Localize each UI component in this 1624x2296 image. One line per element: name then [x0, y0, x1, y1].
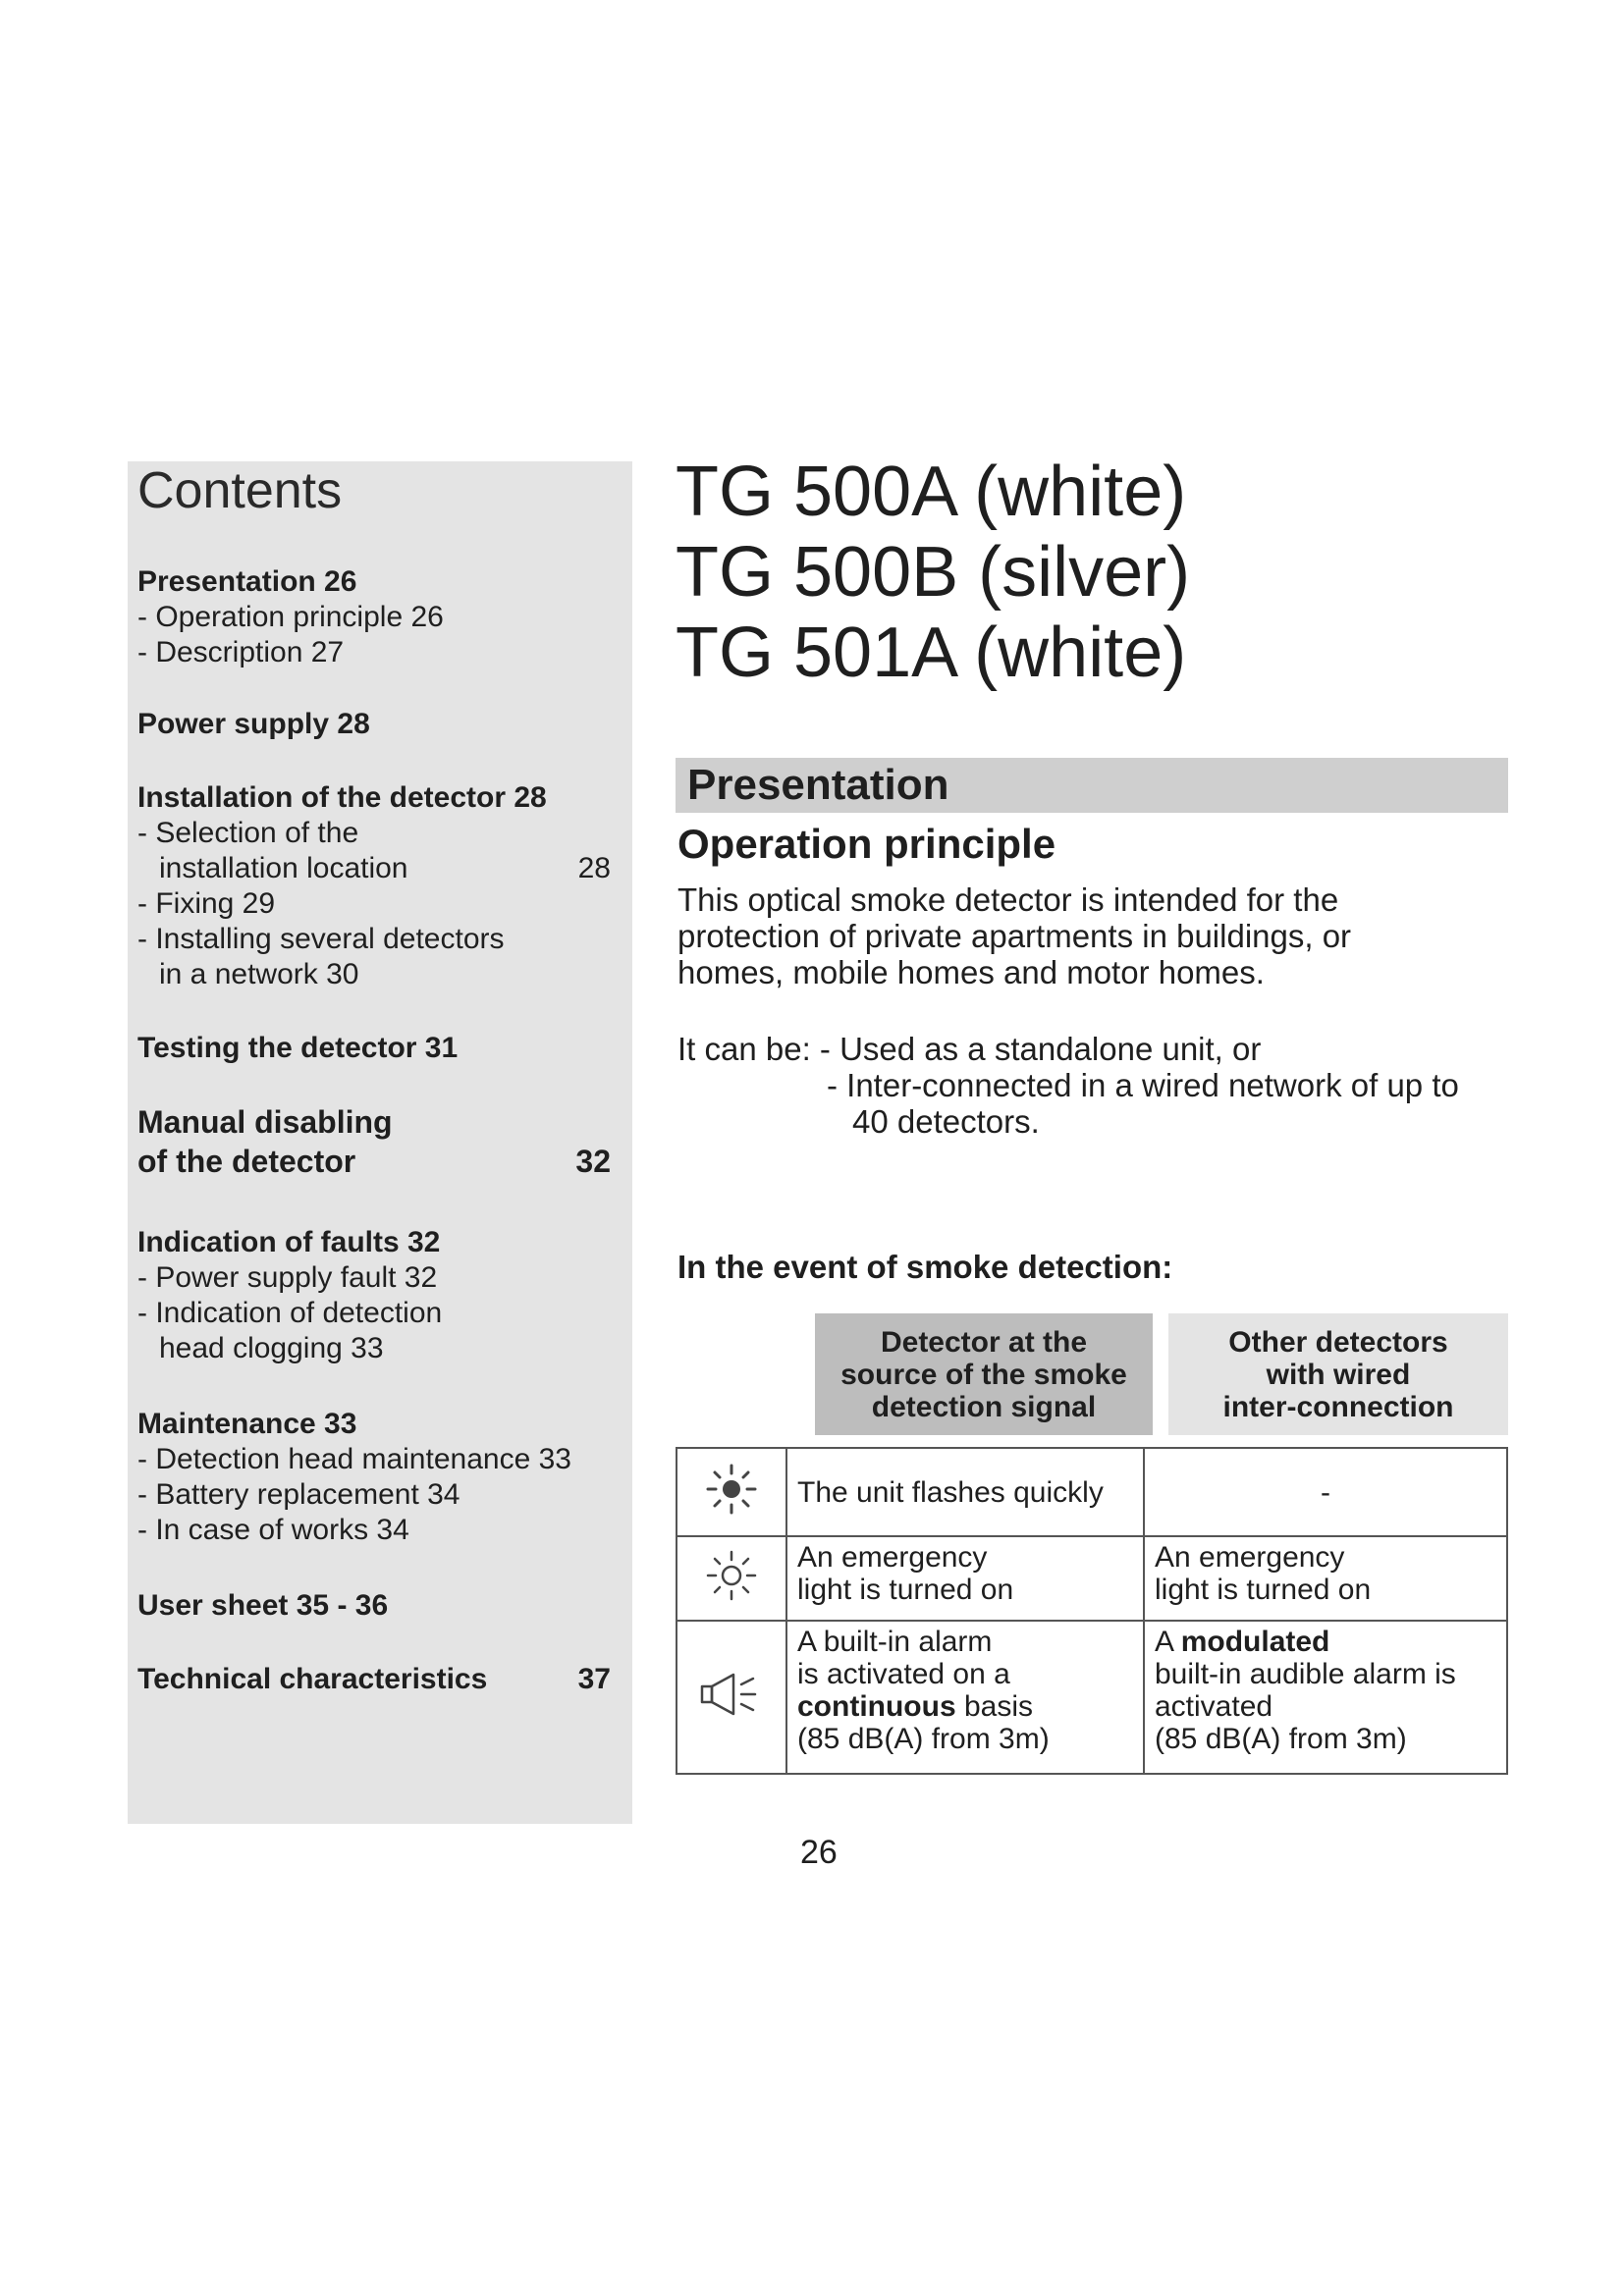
toc-tech-line: [137, 1662, 619, 1697]
usage-line: 40 detectors.: [852, 1103, 1040, 1140]
toc-maintenance: [137, 1407, 619, 1548]
toc-link-faults[interactable]: Indication of faults 32: [137, 1226, 441, 1258]
table-cell: [786, 1621, 1144, 1774]
siren-icon: [677, 1621, 786, 1774]
toc-selection-label: installation location: [159, 852, 408, 884]
model-title: TG 501A (white): [676, 614, 1187, 692]
usage-list: [677, 1031, 1542, 1140]
cell-text: basis: [955, 1690, 1034, 1723]
toc-link-clogging[interactable]: - Indication of detection: [137, 1297, 443, 1329]
toc-selection-page: 28: [577, 852, 611, 884]
toc-link-description[interactable]: - Description 27: [137, 636, 345, 668]
toc-user-sheet: [137, 1588, 619, 1624]
column-header-source: [815, 1313, 1153, 1435]
header-line: with wired: [1266, 1358, 1411, 1391]
cell-line: An emergency: [1155, 1541, 1345, 1574]
toc-link-fixing[interactable]: - Fixing 29: [137, 887, 276, 920]
cell-text: A: [1155, 1626, 1181, 1658]
cell-line: activated: [1155, 1690, 1273, 1723]
page-number: 26: [800, 1834, 838, 1871]
cell-line: (85 dB(A) from 3m): [797, 1723, 1050, 1755]
contents-title: Contents: [137, 462, 343, 519]
table-cell: The unit flashes quickly: [786, 1448, 1144, 1536]
header-line: Other detectors: [1228, 1325, 1448, 1359]
toc-link-battery[interactable]: - Battery replacement 34: [137, 1478, 460, 1511]
table-cell: [786, 1536, 1144, 1621]
intro-paragraph: [677, 881, 1522, 990]
section-title: Presentation: [687, 761, 949, 809]
header-line: Detector at the: [880, 1325, 1088, 1359]
cell-line: (85 dB(A) from 3m): [1155, 1723, 1407, 1755]
usage-line: It can be: - Used as a standalone unit, or: [677, 1031, 1262, 1067]
cell-line: A built-in alarm: [797, 1626, 993, 1658]
toc-link-tech[interactable]: Technical characteristics: [137, 1663, 488, 1695]
header-line: source of the smoke: [840, 1358, 1127, 1391]
toc-link-power-fault[interactable]: - Power supply fault 32: [137, 1261, 438, 1294]
table-row: [677, 1621, 1507, 1774]
toc-manual-page: 32: [575, 1144, 611, 1179]
toc-manual-label: of the detector: [137, 1144, 356, 1179]
model-titles: [676, 452, 1190, 693]
toc-link-installation[interactable]: Installation of the detector 28: [137, 781, 547, 814]
cell-line: light is turned on: [797, 1574, 1014, 1606]
toc-link-testing[interactable]: Testing the detector 31: [137, 1032, 459, 1064]
cell-line: An emergency: [797, 1541, 988, 1574]
table-row: [677, 1536, 1507, 1621]
intro-line: This optical smoke detector is intended for the: [677, 881, 1339, 918]
cell-line: [1155, 1626, 1496, 1658]
subsection-title: Operation principle: [677, 821, 1056, 867]
toc-tech: [137, 1662, 619, 1697]
emergency-light-icon: [677, 1536, 786, 1621]
toc-manual: [137, 1102, 619, 1181]
toc-selection-line2: [137, 851, 619, 886]
cell-emphasis: continuous: [797, 1690, 956, 1723]
toc-faults: [137, 1225, 619, 1366]
cell-emphasis: modulated: [1180, 1626, 1330, 1658]
toc-link-head-maintenance[interactable]: - Detection head maintenance 33: [137, 1443, 571, 1475]
toc-link-user-sheet[interactable]: User sheet 35 - 36: [137, 1589, 389, 1622]
toc-presentation: [137, 564, 619, 670]
header-line: inter-connection: [1222, 1390, 1454, 1423]
cell-line: [797, 1690, 1133, 1723]
table-cell: -: [1144, 1448, 1507, 1536]
cell-line: is activated on a: [797, 1658, 1010, 1690]
table-cell: [1144, 1536, 1507, 1621]
toc-several-line2: in a network 30: [159, 958, 359, 990]
table-row: [677, 1448, 1507, 1536]
toc-testing: [137, 1031, 619, 1066]
cell-line: light is turned on: [1155, 1574, 1372, 1606]
model-title: TG 500B (silver): [676, 533, 1191, 612]
toc-link-operation-principle[interactable]: - Operation principle 26: [137, 601, 444, 633]
column-header-others: [1168, 1313, 1508, 1435]
toc-link-selection[interactable]: - Selection of the: [137, 817, 359, 849]
section-bar: [676, 758, 1508, 813]
table-cell: [1144, 1621, 1507, 1774]
led-flash-icon: [677, 1448, 786, 1536]
contents-panel: [128, 461, 632, 1824]
toc-link-manual-disabling[interactable]: Manual disabling: [137, 1104, 393, 1140]
toc-link-several-detectors[interactable]: - Installing several detectors: [137, 923, 505, 955]
toc-tech-page: 37: [577, 1663, 611, 1695]
toc-installation: [137, 780, 619, 992]
header-line: detection signal: [871, 1390, 1097, 1423]
toc-link-works[interactable]: - In case of works 34: [137, 1514, 409, 1546]
event-heading: In the event of smoke detection:: [677, 1249, 1173, 1285]
intro-line: protection of private apartments in buildings, or: [677, 918, 1352, 954]
usage-line: - Inter-connected in a wired network of up to: [827, 1067, 1459, 1103]
toc-link-power-supply[interactable]: Power supply 28: [137, 708, 370, 740]
intro-line: homes, mobile homes and motor homes.: [677, 954, 1265, 990]
cell-line: built-in audible alarm is: [1155, 1658, 1456, 1690]
toc-clogging-line2: head clogging 33: [159, 1332, 384, 1364]
behavior-table: [676, 1447, 1508, 1775]
model-title: TG 500A (white): [676, 453, 1187, 531]
toc-power: [137, 707, 619, 742]
toc-link-presentation[interactable]: Presentation 26: [137, 565, 357, 598]
toc-link-maintenance[interactable]: Maintenance 33: [137, 1408, 357, 1440]
toc-manual-line2: [137, 1142, 619, 1181]
